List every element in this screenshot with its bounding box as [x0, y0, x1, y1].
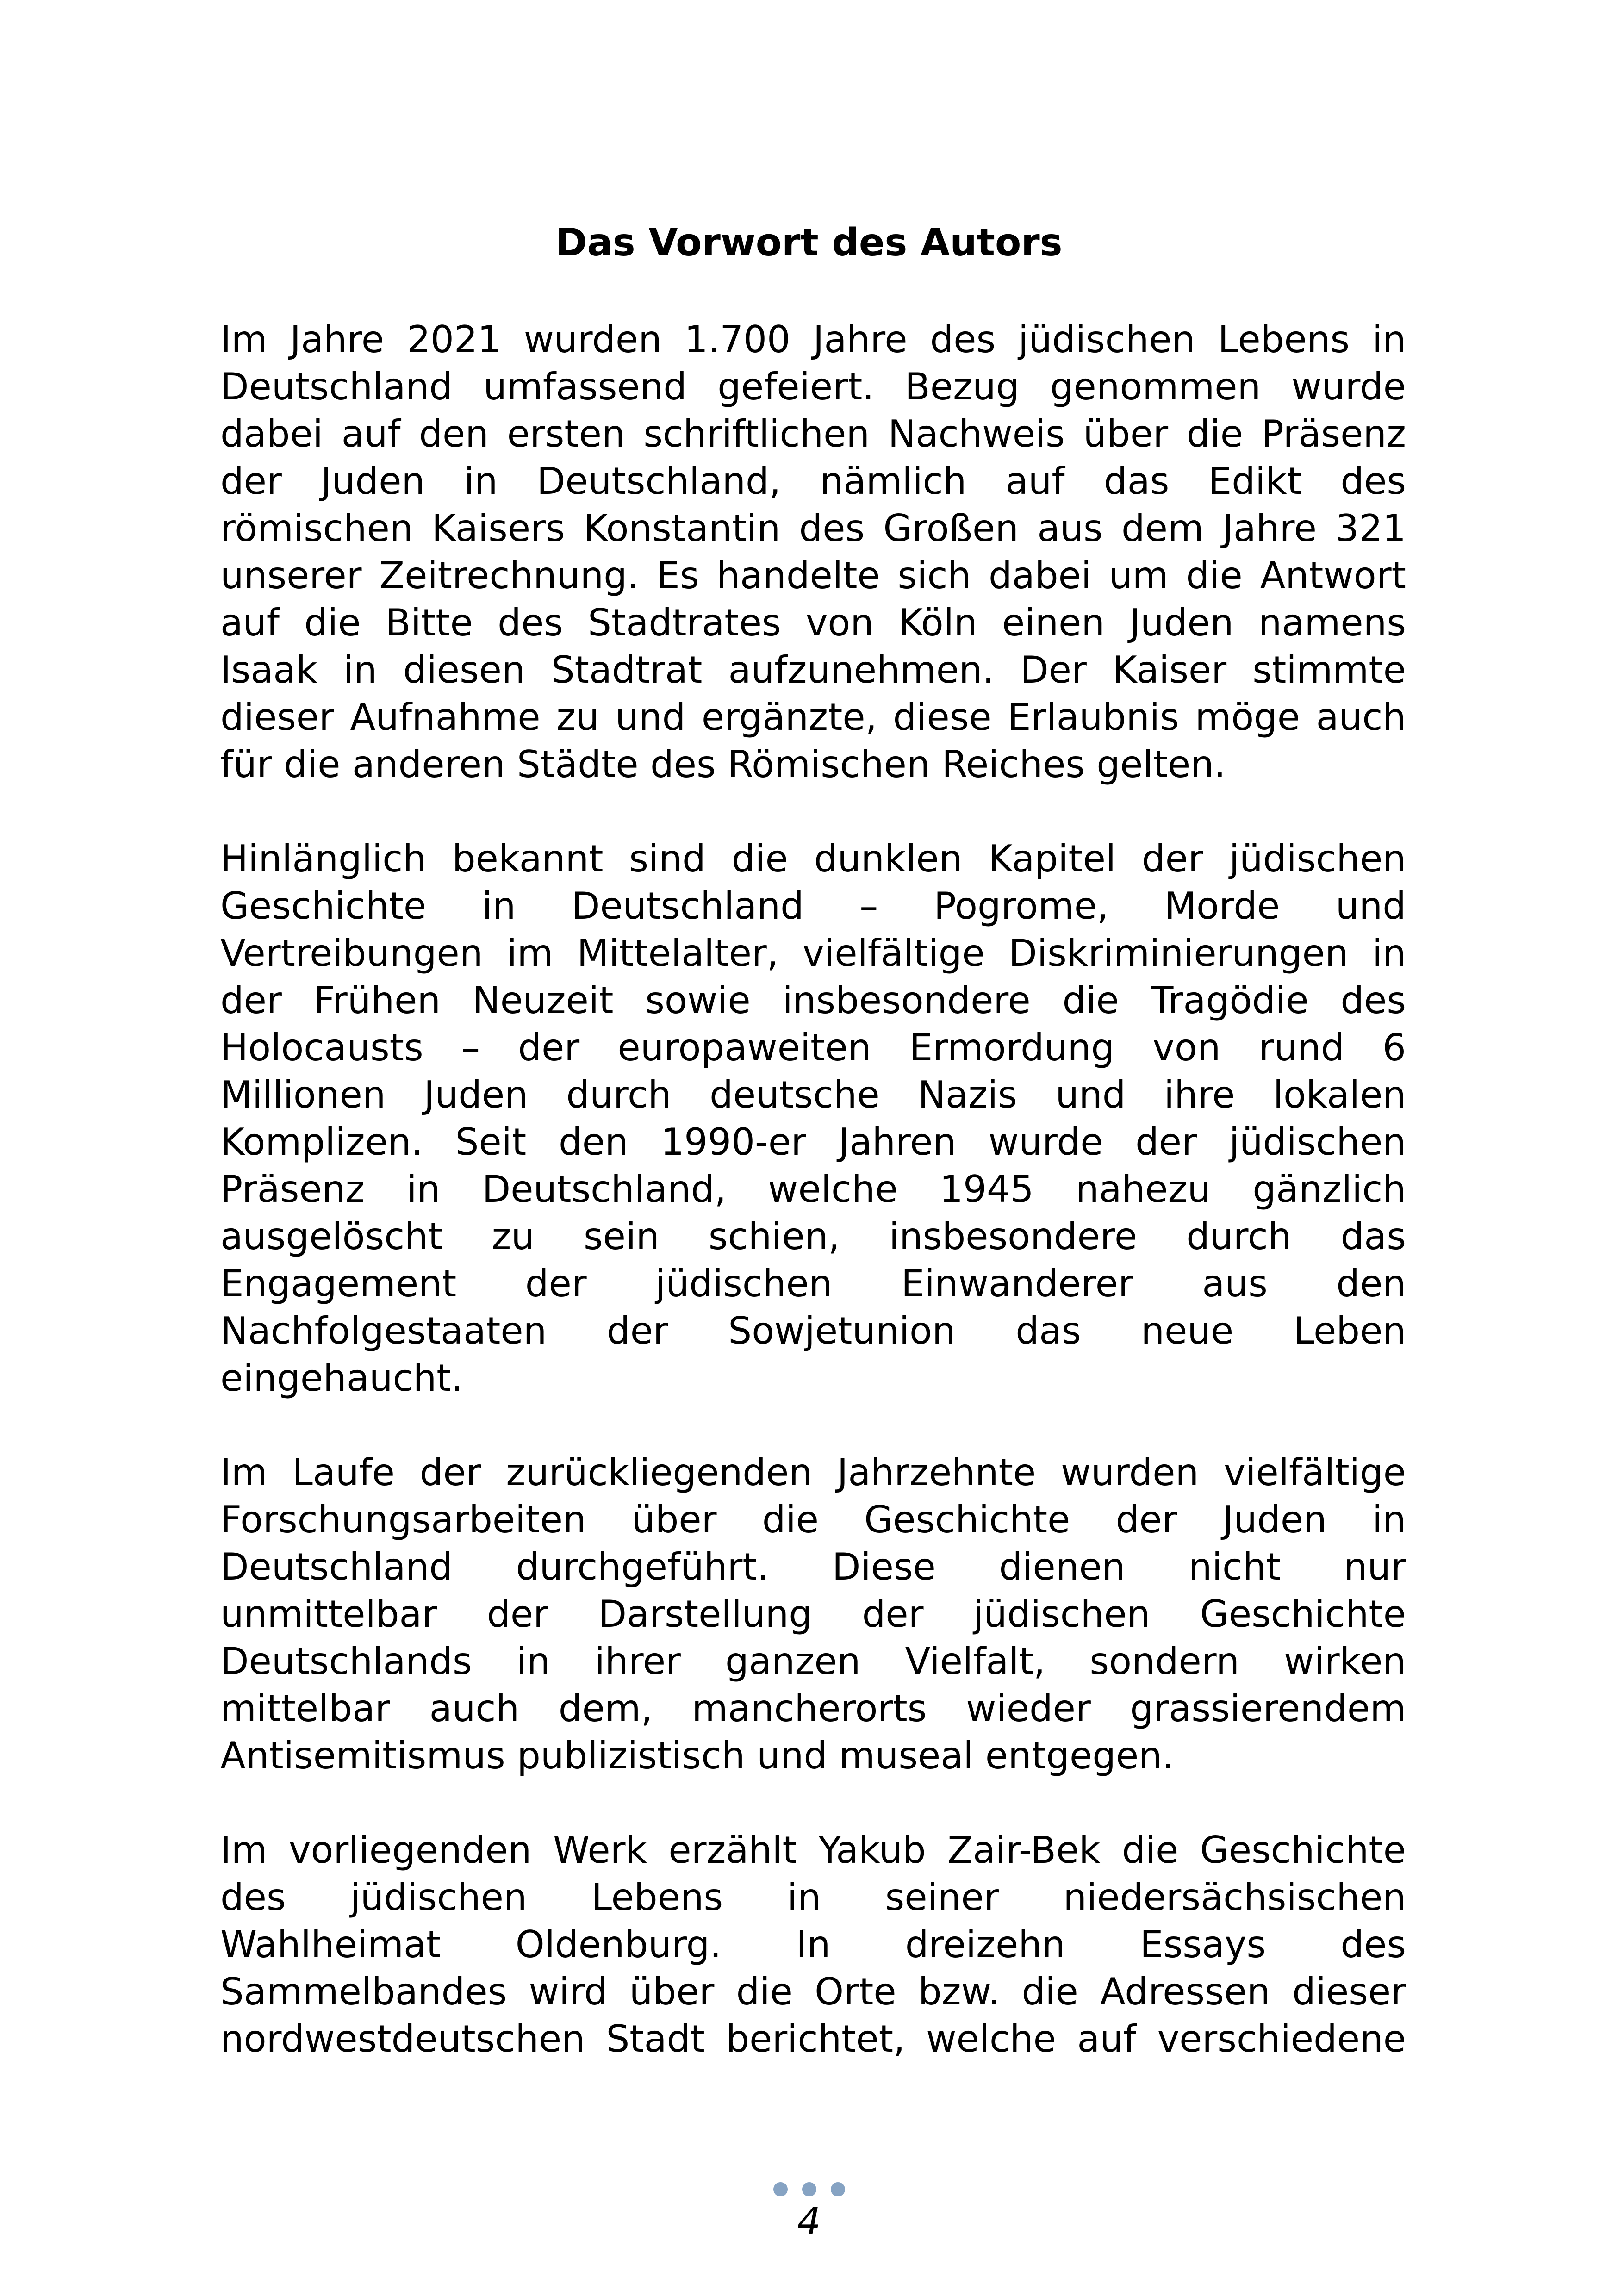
- paragraph: [220, 316, 1406, 788]
- text-line: Wahlheimat Oldenburg. In dreizehn Essays des: [220, 1923, 1406, 1966]
- text-line: ausgelöscht zu sein schien, insbesondere durch das: [220, 1215, 1406, 1258]
- text-line: der Frühen Neuzeit sowie insbesondere die Tragödie des: [220, 979, 1406, 1022]
- text-line: der Juden in Deutschland, nämlich auf das Edikt des: [220, 460, 1406, 503]
- text-line: Komplizen. Seit den 1990-er Jahren wurde der jüdischen: [220, 1120, 1406, 1164]
- page-title: Das Vorwort des Autors: [555, 221, 1063, 265]
- text-line: Sammelbandes wird über die Orte bzw. die Adressen dieser: [220, 1970, 1406, 2013]
- text-line: Deutschland umfassend gefeiert. Bezug genommen wurde: [220, 365, 1406, 408]
- text-line: dabei auf den ersten schriftlichen Nachweis über die Präsenz: [220, 412, 1406, 455]
- text-line: Millionen Juden durch deutsche Nazis und ihre lokalen: [220, 1073, 1406, 1116]
- text-line: Engagement der jüdischen Einwanderer aus den: [220, 1262, 1406, 1305]
- paragraph: [220, 1827, 1406, 2063]
- document-body: [220, 316, 1406, 2110]
- page-number: 4: [797, 2200, 821, 2243]
- text-line: Im Laufe der zurückliegenden Jahrzehnte wurden vielfältige: [220, 1451, 1406, 1494]
- paragraph: [220, 835, 1406, 1402]
- text-line: auf die Bitte des Stadtrates von Köln einen Juden namens: [220, 601, 1406, 644]
- text-line: Im vorliegenden Werk erzählt Yakub Zair-Bek die Geschichte: [220, 1829, 1406, 1872]
- text-line: mittelbar auch dem, mancherorts wieder grassierendem: [220, 1687, 1406, 1730]
- page-ornament-dots: [0, 2182, 1618, 2196]
- text-line: dieser Aufnahme zu und ergänzte, diese Erlaubnis möge auch: [220, 696, 1406, 739]
- text-line: Deutschland durchgeführt. Diese dienen nicht nur: [220, 1545, 1406, 1588]
- text-line: Vertreibungen im Mittelalter, vielfältige Diskriminierungen in: [220, 932, 1406, 975]
- text-line: Präsenz in Deutschland, welche 1945 nahezu gänzlich: [220, 1168, 1406, 1211]
- text-line: Forschungsarbeiten über die Geschichte der Juden in: [220, 1498, 1406, 1541]
- text-line: Holocausts – der europaweiten Ermordung von rund 6: [220, 1026, 1406, 1069]
- text-line: Hinlänglich bekannt sind die dunklen Kapitel der jüdischen: [220, 837, 1406, 880]
- text-line: des jüdischen Lebens in seiner niedersächsischen: [220, 1876, 1406, 1919]
- text-line: Nachfolgestaaten der Sowjetunion das neue Leben: [220, 1309, 1406, 1352]
- text-line: eingehaucht.: [220, 1356, 463, 1400]
- text-line: Deutschlands in ihrer ganzen Vielfalt, sondern wirken: [220, 1640, 1406, 1683]
- text-line: für die anderen Städte des Römischen Reiches gelten.: [220, 743, 1226, 786]
- text-line: römischen Kaisers Konstantin des Großen aus dem Jahre 321: [220, 507, 1406, 550]
- text-line: Im Jahre 2021 wurden 1.700 Jahre des jüdischen Lebens in: [220, 318, 1406, 361]
- dot-icon: [802, 2182, 816, 2196]
- paragraph: [220, 1449, 1406, 1780]
- text-line: unserer Zeitrechnung. Es handelte sich dabei um die Antwort: [220, 554, 1406, 597]
- text-line: Geschichte in Deutschland – Pogrome, Morde und: [220, 884, 1406, 927]
- text-line: Isaak in diesen Stadtrat aufzunehmen. Der Kaiser stimmte: [220, 648, 1406, 691]
- dot-icon: [773, 2182, 788, 2196]
- text-line: Antisemitismus publizistisch und museal entgegen.: [220, 1734, 1174, 1777]
- dot-icon: [831, 2182, 845, 2196]
- text-line: nordwestdeutschen Stadt berichtet, welche auf verschiedene: [220, 2017, 1406, 2060]
- text-line: unmittelbar der Darstellung der jüdischen Geschichte: [220, 1593, 1406, 1636]
